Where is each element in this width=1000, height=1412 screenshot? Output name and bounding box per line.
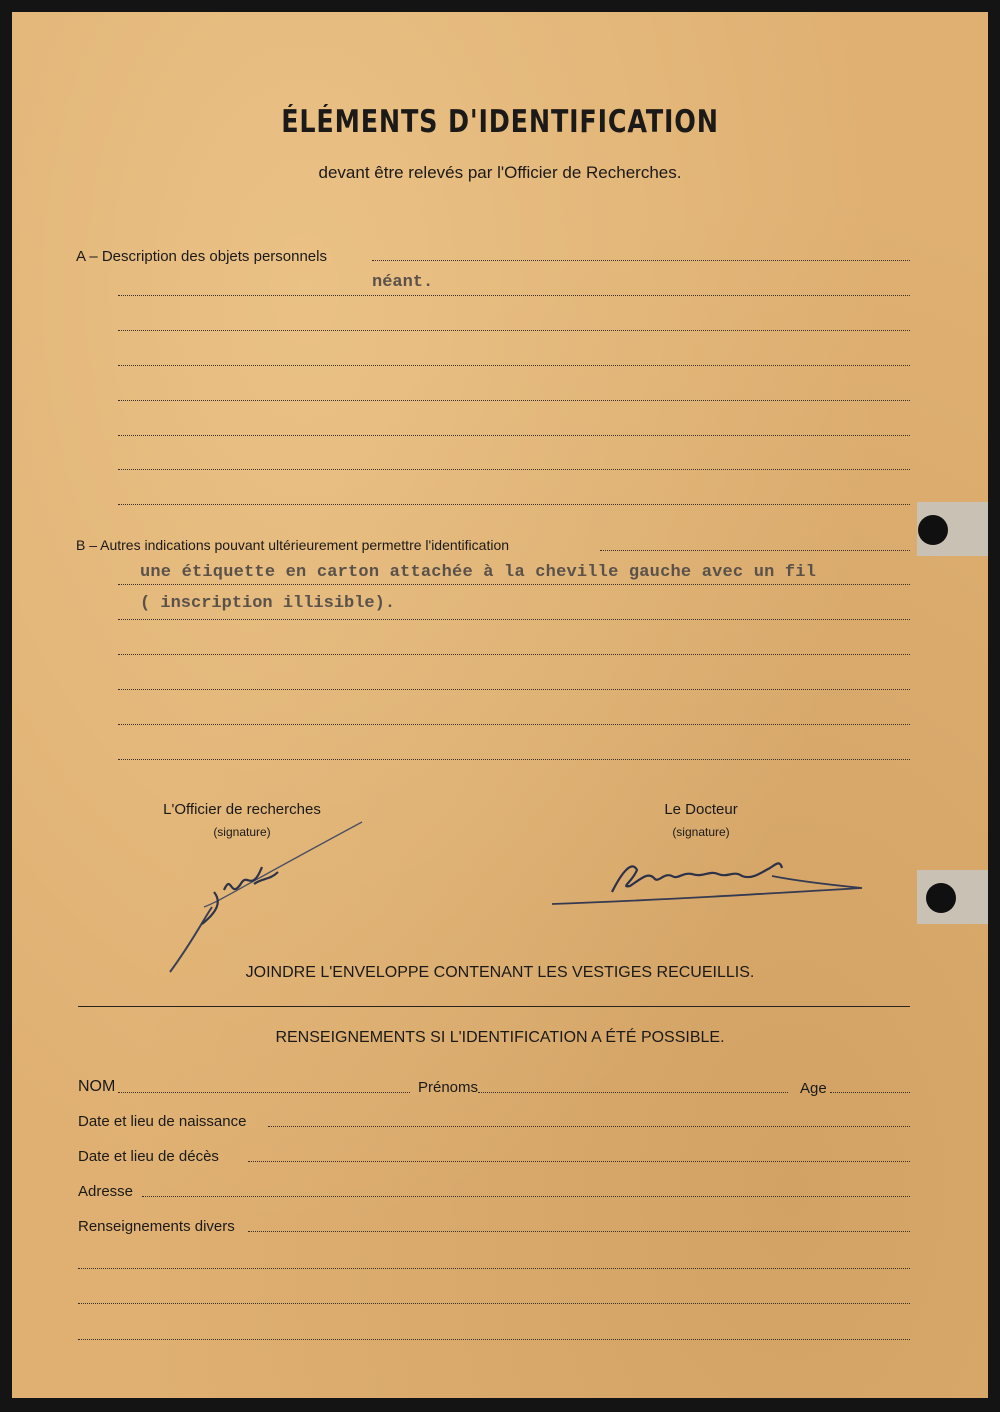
doctor-signature xyxy=(542,842,872,922)
section-b-line xyxy=(118,724,910,725)
misc-label: Renseignements divers xyxy=(78,1218,235,1235)
section-a-line xyxy=(118,365,910,366)
section-a-line xyxy=(118,400,910,401)
age-line xyxy=(830,1092,910,1093)
section-b-typed-line-1: une étiquette en carton attachée à la cheville gauche avec un fil xyxy=(140,563,817,582)
section-b-line xyxy=(118,689,910,690)
section-a-line xyxy=(118,435,910,436)
doctor-signature-note: (signature) xyxy=(672,825,730,839)
section-a-typed-value: néant. xyxy=(372,273,434,292)
section-b-line xyxy=(118,654,910,655)
birth-line xyxy=(268,1126,910,1127)
doctor-title: Le Docteur xyxy=(664,801,738,818)
death-label: Date et lieu de décès xyxy=(78,1148,219,1165)
section-b-typed-line-2: ( inscription illisible). xyxy=(140,594,396,613)
section-b-line xyxy=(600,550,910,551)
misc-line xyxy=(78,1303,910,1304)
form-sheet xyxy=(12,12,988,1398)
section-a-label: A – Description des objets personnels xyxy=(76,248,327,265)
section-a-line xyxy=(372,260,910,261)
section-divider xyxy=(78,1006,910,1007)
envelope-note: JOINDRE L'ENVELOPPE CONTENANT LES VESTIGES RECUEILLIS. xyxy=(245,964,755,981)
nom-line xyxy=(118,1092,410,1093)
death-line xyxy=(248,1161,910,1162)
misc-line xyxy=(78,1268,910,1269)
form-title: ÉLÉMENTS D'IDENTIFICATION xyxy=(281,104,719,140)
section-b-line xyxy=(118,619,910,620)
nom-label: NOM xyxy=(78,1078,116,1095)
birth-label: Date et lieu de naissance xyxy=(78,1113,247,1130)
address-label: Adresse xyxy=(78,1183,134,1200)
officer-signature xyxy=(162,812,382,982)
section-b-line xyxy=(118,584,910,585)
form-subtitle: devant être relevés par l'Officier de Recherches. xyxy=(318,163,682,182)
section-b-line xyxy=(118,759,910,760)
prenoms-line xyxy=(478,1092,788,1093)
address-line xyxy=(142,1196,910,1197)
punch-hole xyxy=(918,515,948,545)
officer-title: L'Officier de recherches xyxy=(163,801,321,818)
identification-heading: RENSEIGNEMENTS SI L'IDENTIFICATION A ÉTÉ POSSIBLE. xyxy=(275,1029,725,1046)
misc-line xyxy=(248,1231,910,1232)
section-b-label: B – Autres indications pouvant ultérieurement permettre l'identification xyxy=(76,537,510,553)
section-a-line xyxy=(118,295,910,296)
section-a-line xyxy=(118,504,910,505)
punch-hole xyxy=(926,883,956,913)
section-a-line xyxy=(118,330,910,331)
officer-signature-note: (signature) xyxy=(213,825,271,839)
misc-line xyxy=(78,1339,910,1340)
section-a-line xyxy=(118,469,910,470)
age-label: Age xyxy=(800,1080,827,1097)
prenoms-label: Prénoms xyxy=(418,1079,479,1096)
